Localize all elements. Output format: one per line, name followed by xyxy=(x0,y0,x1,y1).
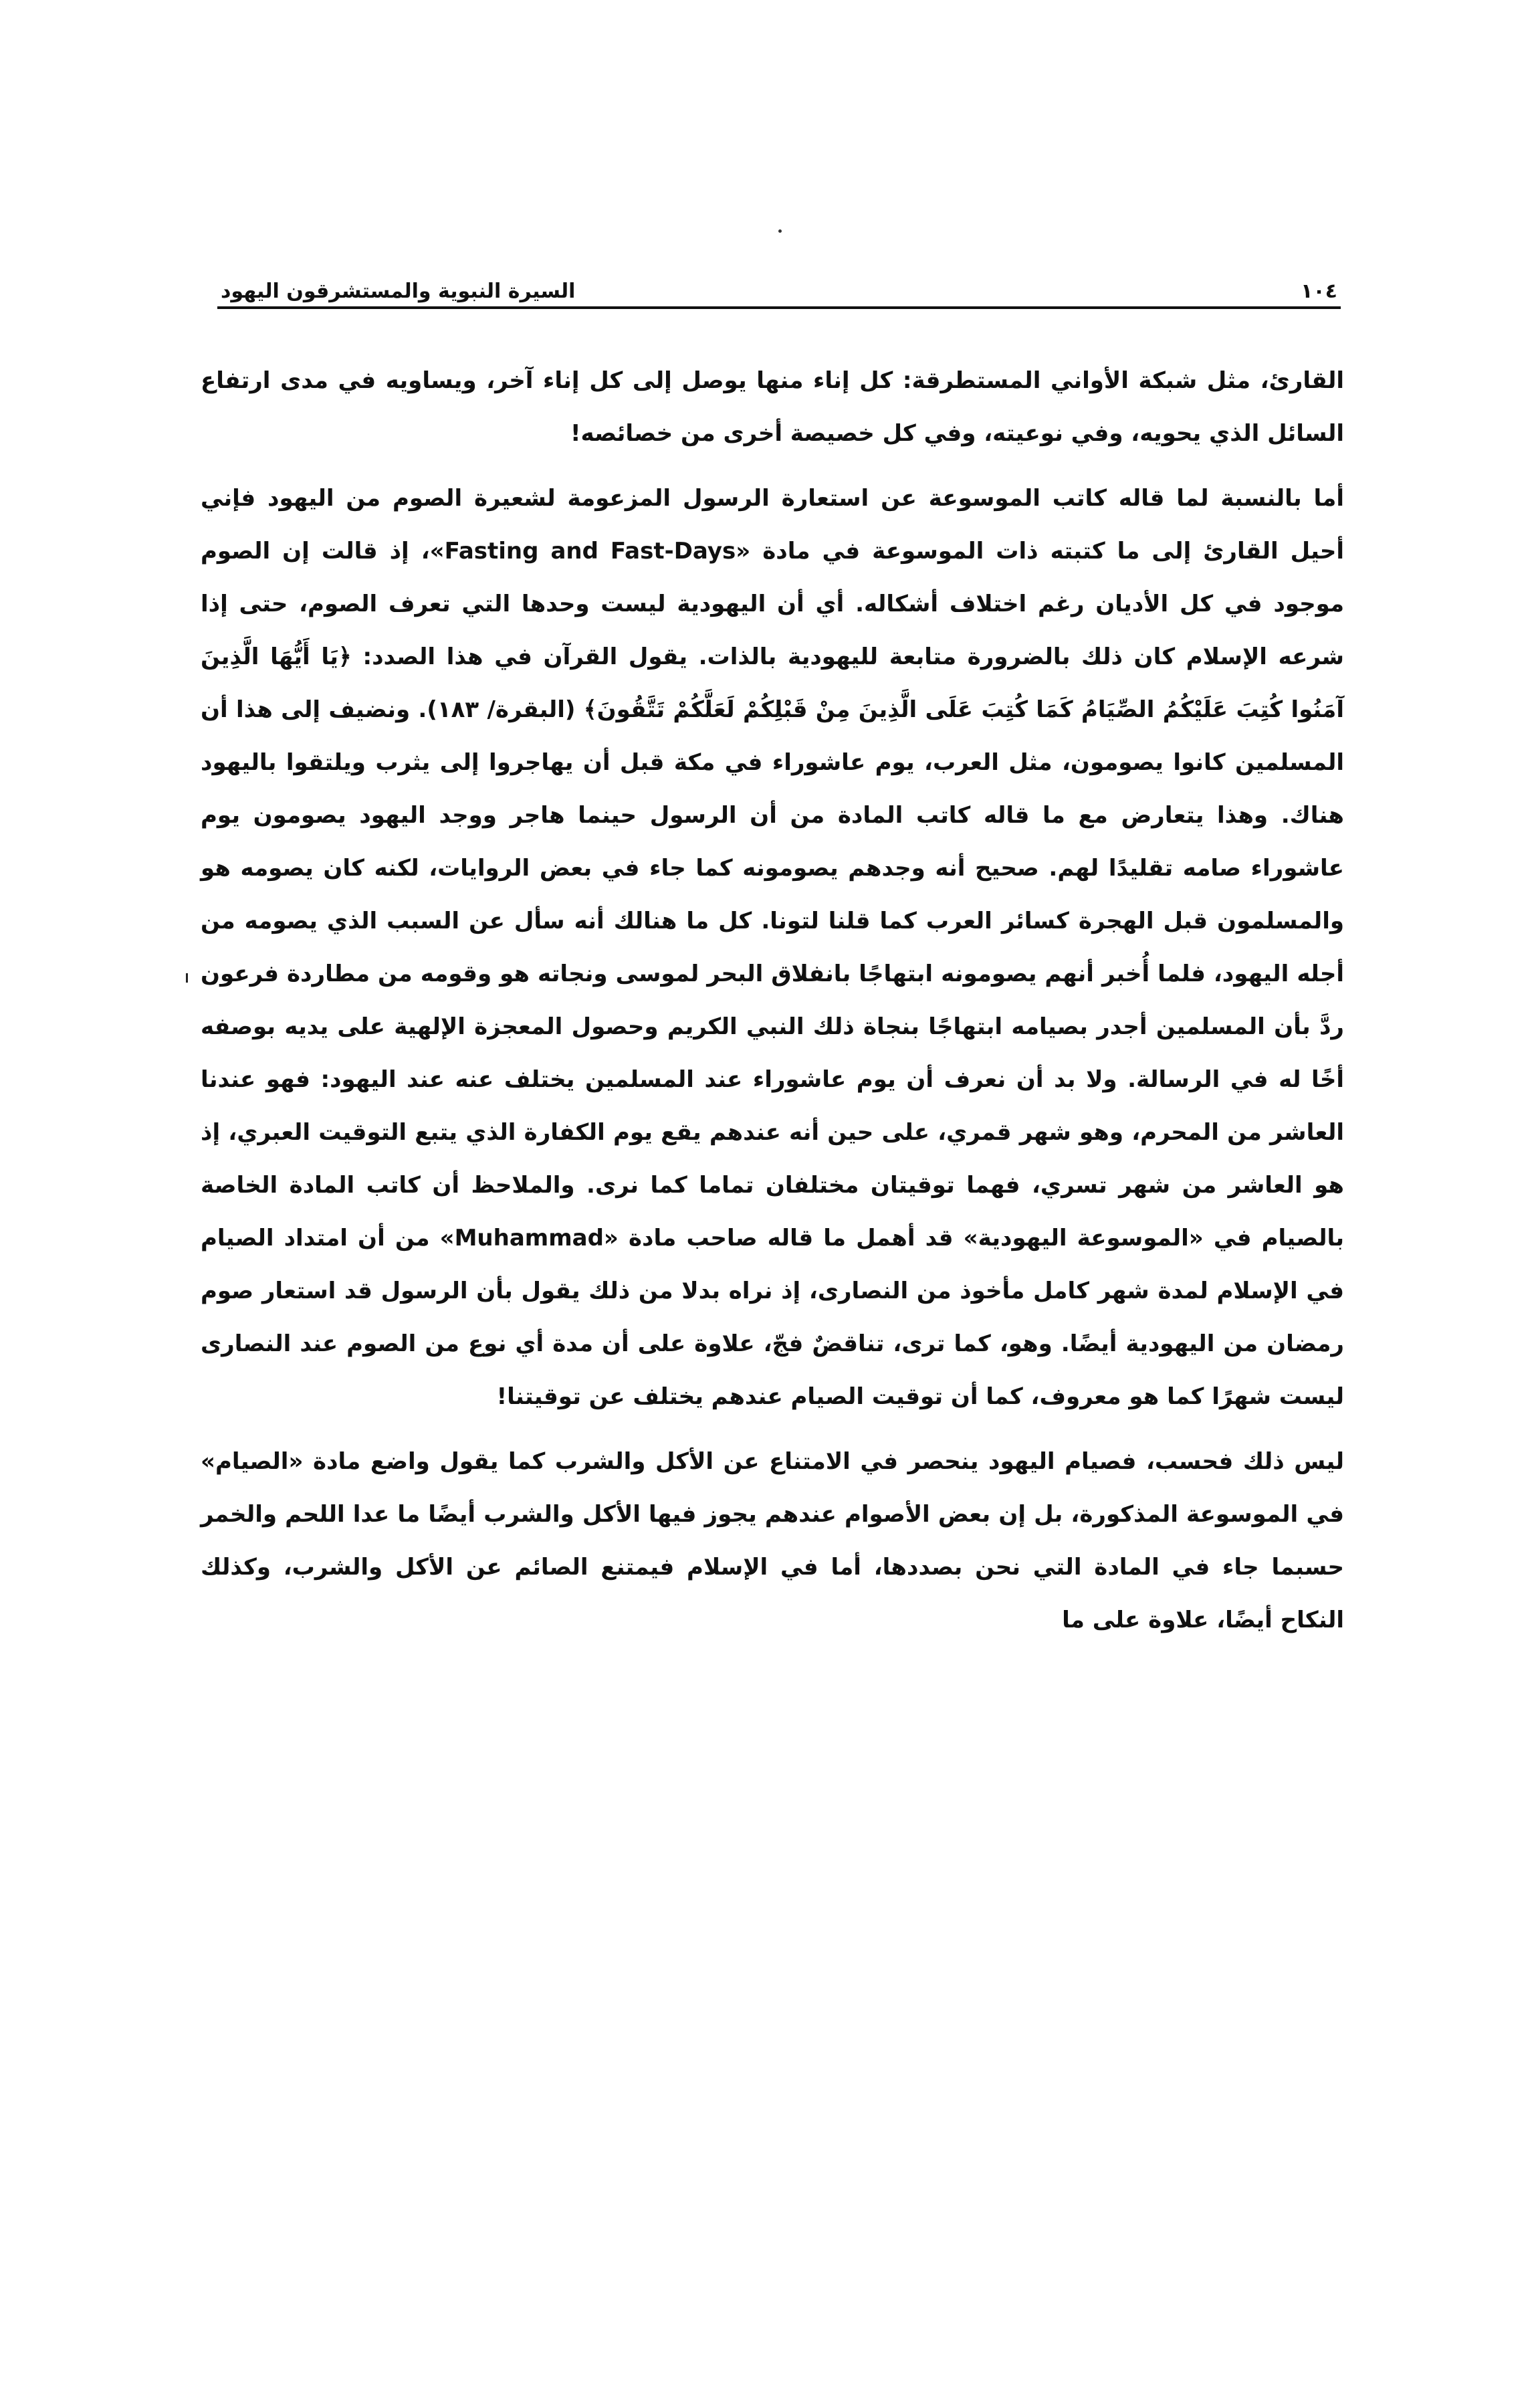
margin-mark xyxy=(186,973,188,983)
page-number: ١٠٤ xyxy=(1301,280,1337,303)
header-divider xyxy=(217,306,1341,309)
paragraph: القارئ، مثل شبكة الأواني المستطرقة: كل إناء منها يوصل إلى كل إناء آخر، ويساويه في مدى ارتفاع السائل الذي يحويه، وفي نوعيته، وفي كل خصيصة أخرى من خصائصه! xyxy=(201,367,1344,447)
paragraph: ليس ذلك فحسب، فصيام اليهود ينحصر في الامتناع عن الأكل والشرب كما يقول واضع مادة «الصيام» في الموسوعة المذكورة، بل إن بعض الأصوام عندهم يجوز فيها الأكل والشرب أيضًا ما عدا اللحم والخمر حسبما جاء في المادة التي نحن بصددها، أما في الإسلام فيمتنع الصائم عن الأكل والشرب، وكذلك النكاح أيضًا، علاوة على ما xyxy=(201,1448,1344,1633)
body-text xyxy=(201,355,1344,1647)
paragraph: أما بالنسبة لما قاله كاتب الموسوعة عن استعارة الرسول المزعومة لشعيرة الصوم من اليهود فإني أحيل القارئ إلى ما كتبته ذات الموسوعة في مادة «Fasting and Fast-Days»، إذ قالت إن الصوم موجود في كل الأديان رغم اختلاف أشكاله. أي أن اليهودية ليست وحدها التي تعرف الصوم، حتى إذا شرعه الإسلام كان ذلك بالضرورة متابعة لليهودية بالذات. يقول القرآن في هذا الصدد: ﴿يَا أَيُّهَا الَّذِينَ آمَنُوا كُتِبَ عَلَيْكُمُ الصِّيَامُ كَمَا كُتِبَ عَلَى الَّذِينَ مِنْ قَبْلِكُمْ لَعَلَّكُمْ تَتَّقُونَ﴾ (البقرة/ ١٨٣). ونضيف إلى هذا أن المسلمين كانوا يصومون، مثل العرب، يوم عاشوراء في مكة قبل أن يهاجروا إلى يثرب ويلتقوا باليهود هناك. وهذا يتعارض مع ما قاله كاتب المادة من أن الرسول حينما هاجر ووجد اليهود يصومون يوم عاشوراء صامه تقليدًا لهم. صحيح أنه وجدهم يصومونه كما جاء في بعض الروايات، لكنه كان يصومه هو والمسلمون قبل الهجرة كسائر العرب كما قلنا لتونا. كل ما هنالك أنه سأل عن السبب الذي يصومه من أجله اليهود، فلما أُخبر أنهم يصومونه ابتهاجًا بانفلاق البحر لموسى ونجاته هو وقومه من مطاردة فرعون ردَّ بأن المسلمين أجدر بصيامه ابتهاجًا بنجاة ذلك النبي الكريم وحصول المعجزة الإلهية على يديه بوصفه أخًا له في الرسالة. ولا بد أن نعرف أن يوم عاشوراء عند المسلمين يختلف عنه عند اليهود: فهو عندنا العاشر من المحرم، وهو شهر قمري، على حين أنه عندهم يقع يوم الكفارة الذي يتبع التوقيت العبري، إذ هو العاشر من شهر تسري، فهما توقيتان مختلفان تماما كما نرى. والملاحظ أن كاتب المادة الخاصة بالصيام في «الموسوعة اليهودية» قد أهمل ما قاله صاحب مادة «Muhammad» من أن امتداد الصيام في الإسلام لمدة شهر كامل مأخوذ من النصارى، إذ نراه بدلا من ذلك يقول بأن الرسول قد استعار صوم رمضان من اليهودية أيضًا. وهو، كما ترى، تناقضٌ فجّ، علاوة على أن مدة أي نوع من الصوم عند النصارى ليست شهرًا كما هو معروف، كما أن توقيت الصيام عندهم يختلف عن توقيتنا! xyxy=(201,485,1344,1410)
page-header xyxy=(221,251,1337,303)
stray-dot xyxy=(778,229,782,233)
running-title: السيرة النبوية والمستشرقون اليهود xyxy=(221,280,576,303)
